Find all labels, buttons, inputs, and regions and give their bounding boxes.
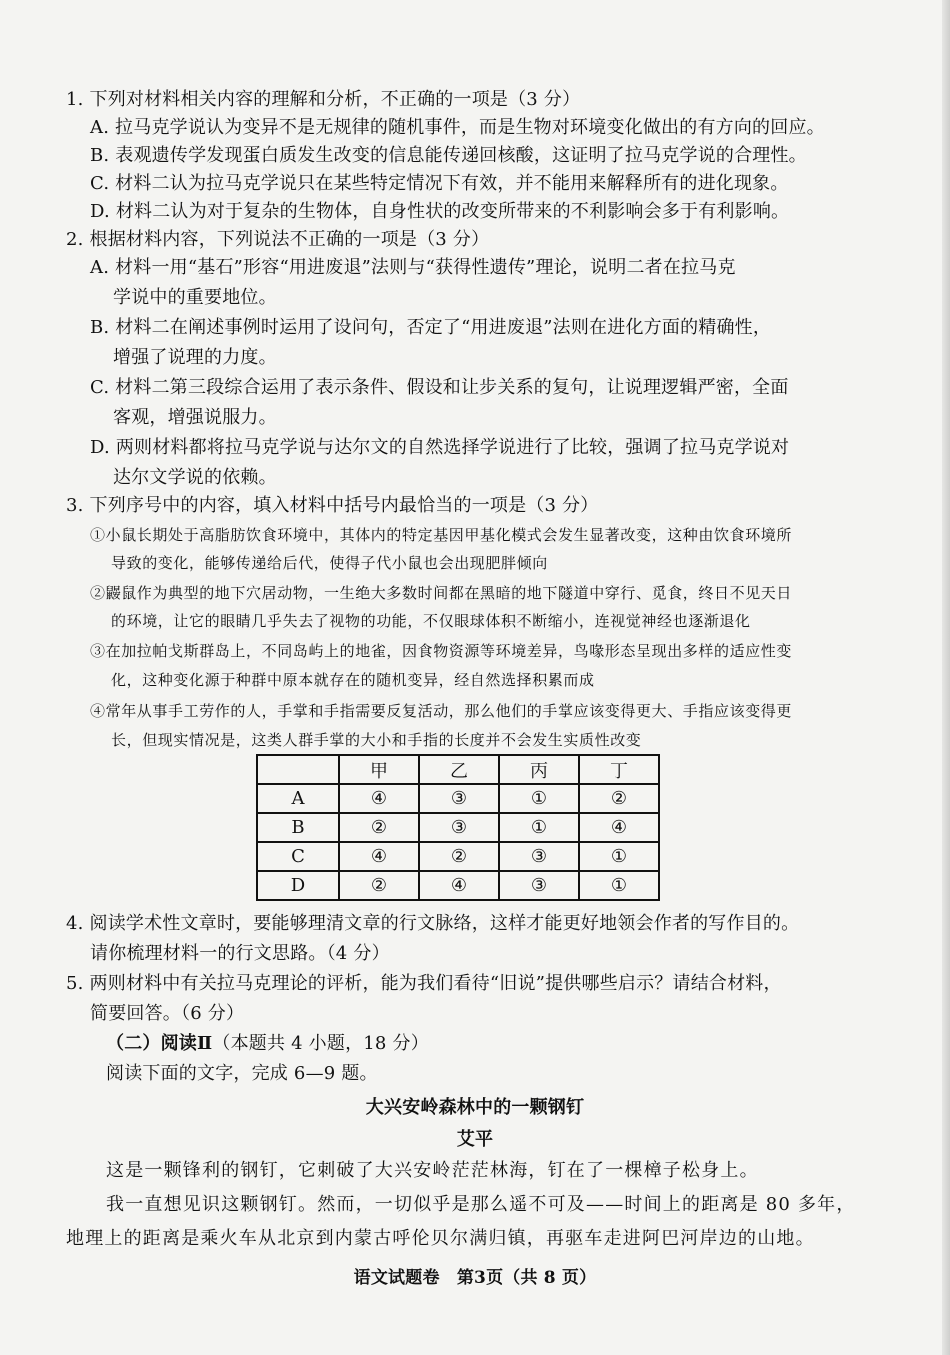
table-cell: ④ — [579, 813, 659, 842]
answer-table — [256, 754, 660, 901]
article-paragraph-1: 这是一颗锋利的钢钉，它刺破了大兴安岭茫茫林海，钉在了一棵樟子松身上。 — [106, 1160, 759, 1181]
q2-option-a-line2: 学说中的重要地位。 — [113, 287, 277, 308]
q2-option-a-line1: A. 材料一用“基石”形容“用进废退”法则与“获得性遗传”理论，说明二者在拉马克 — [90, 257, 736, 278]
table-cell: C — [257, 842, 339, 871]
q4-line1: 4. 阅读学术性文章时，要能够理清文章的行文脉络，这样才能更好地领会作者的写作目的。 — [66, 913, 800, 934]
q4-line2: 请你梳理材料一的行文思路。（4 分） — [90, 943, 390, 964]
table-cell: D — [257, 871, 339, 900]
table-cell: ③ — [499, 842, 579, 871]
q2-option-b-line2: 增强了说理的力度。 — [113, 347, 277, 368]
q2-option-d-line1: D. 两则材料都将拉马克学说与达尔文的自然选择学说进行了比较，强调了拉马克学说对 — [90, 437, 790, 458]
table-cell: A — [257, 784, 339, 813]
q2-option-c-line2: 客观，增强说服力。 — [113, 407, 277, 428]
section-heading — [106, 1033, 429, 1055]
table-cell: ③ — [419, 784, 499, 813]
table-header-cell: 甲 — [339, 755, 419, 784]
q3-item-4-line1: ④常年从事手工劳作的人，手掌和手指需要反复活动，那么他们的手掌应该变得更大、手指应该变得更 — [90, 702, 793, 720]
q2-option-b-line1: B. 材料二在阐述事例时运用了设问句，否定了“用进废退”法则在进化方面的精确性， — [90, 317, 772, 338]
q3-item-3-line1: ③在加拉帕戈斯群岛上，不同岛屿上的地雀，因食物资源等环境差异，鸟喙形态呈现出多样的适应性变 — [90, 642, 793, 660]
article-paragraph-2-cont: 地理上的距离是乘火车从北京到内蒙古呼伦贝尔满归镇，再驱车走进阿巴河岸边的山地。 — [66, 1228, 815, 1249]
table-row — [257, 842, 659, 871]
table-header-cell: 丙 — [499, 755, 579, 784]
table-cell: B — [257, 813, 339, 842]
table-cell: ④ — [339, 784, 419, 813]
q3-item-1-line2: 导致的变化，能够传递给后代，使得子代小鼠也会出现肥胖倾向 — [111, 554, 548, 572]
article-paragraph-2: 我一直想见识这颗钢钉。然而，一切似乎是那么遥不可及——时间上的距离是 80 多年， — [106, 1194, 856, 1215]
q3-item-4-line2: 长，但现实情况是，这类人群手掌的大小和手指的长度并不会发生实质性改变 — [111, 731, 642, 749]
table-row — [257, 813, 659, 842]
table-row — [257, 784, 659, 813]
q2-stem: 2. 根据材料内容，下列说法不正确的一项是（3 分） — [66, 229, 490, 250]
table-row — [257, 871, 659, 900]
q1-option-b: B. 表观遗传学发现蛋白质发生改变的信息能传递回核酸，这证明了拉马克学说的合理性。 — [90, 145, 807, 166]
table-header-cell: 丁 — [579, 755, 659, 784]
article-title: 大兴安岭森林中的一颗钢钉 — [365, 1097, 585, 1118]
table-cell: ③ — [499, 871, 579, 900]
q1-option-a: A. 拉马克学说认为变异不是无规律的随机事件，而是生物对环境变化做出的有方向的回应。 — [90, 117, 825, 138]
section-instruction: 阅读下面的文字，完成 6—9 题。 — [106, 1063, 378, 1084]
table-cell: ① — [579, 871, 659, 900]
q2-option-c-line1: C. 材料二第三段综合运用了表示条件、假设和让步关系的复句，让说理逻辑严密，全面 — [90, 377, 789, 398]
q2-option-d-line2: 达尔文学说的依赖。 — [113, 467, 277, 488]
q5-line2: 简要回答。（6 分） — [90, 1003, 245, 1024]
table-cell: ④ — [419, 871, 499, 900]
table-cell: ① — [579, 842, 659, 871]
q1-option-d: D. 材料二认为对于复杂的生物体，自身性状的改变所带来的不利影响会多于有利影响。 — [90, 201, 790, 222]
article-author: 艾平 — [456, 1129, 494, 1150]
table-cell: ② — [339, 813, 419, 842]
page-footer: 语文试题卷 第3页（共 8 页） — [353, 1268, 597, 1288]
q3-item-2-line2: 的环境，让它的眼睛几乎失去了视物的功能，不仅眼球体积不断缩小，连视觉神经也逐渐退化 — [111, 612, 751, 630]
section-title: （二）阅读Ⅱ — [106, 1033, 213, 1054]
table-cell: ③ — [419, 813, 499, 842]
q5-line1: 5. 两则材料中有关拉马克理论的评析，能为我们看待“旧说”提供哪些启示？请结合材料， — [66, 973, 782, 994]
table-cell: ② — [339, 871, 419, 900]
section-note: （本题共 4 小题，18 分） — [212, 1033, 429, 1054]
q1-stem: 1. 下列对材料相关内容的理解和分析，不正确的一项是（3 分） — [66, 89, 581, 110]
q3-item-1-line1: ①小鼠长期处于高脂肪饮食环境中，其体内的特定基因甲基化模式会发生显著改变，这种由饮食环境所 — [90, 526, 793, 544]
table-cell: ① — [499, 784, 579, 813]
table-cell: ① — [499, 813, 579, 842]
q3-item-2-line1: ②鼹鼠作为典型的地下穴居动物，一生绝大多数时间都在黑暗的地下隧道中穿行、觅食，终日不见天日 — [90, 584, 793, 602]
q3-stem: 3. 下列序号中的内容，填入材料中括号内最恰当的一项是（3 分） — [66, 495, 599, 516]
table-cell: ② — [419, 842, 499, 871]
table-header-cell: 乙 — [419, 755, 499, 784]
table-cell: ② — [579, 784, 659, 813]
q3-item-3-line2: 化，这种变化源于种群中原本就存在的随机变异，经自然选择积累而成 — [111, 671, 595, 689]
table-header-cell — [257, 755, 339, 784]
table-cell: ④ — [339, 842, 419, 871]
q1-option-c: C. 材料二认为拉马克学说只在某些特定情况下有效，并不能用来解释所有的进化现象。 — [90, 173, 789, 194]
page-edge-shadow — [942, 0, 950, 1355]
answer-table-header — [257, 755, 659, 784]
